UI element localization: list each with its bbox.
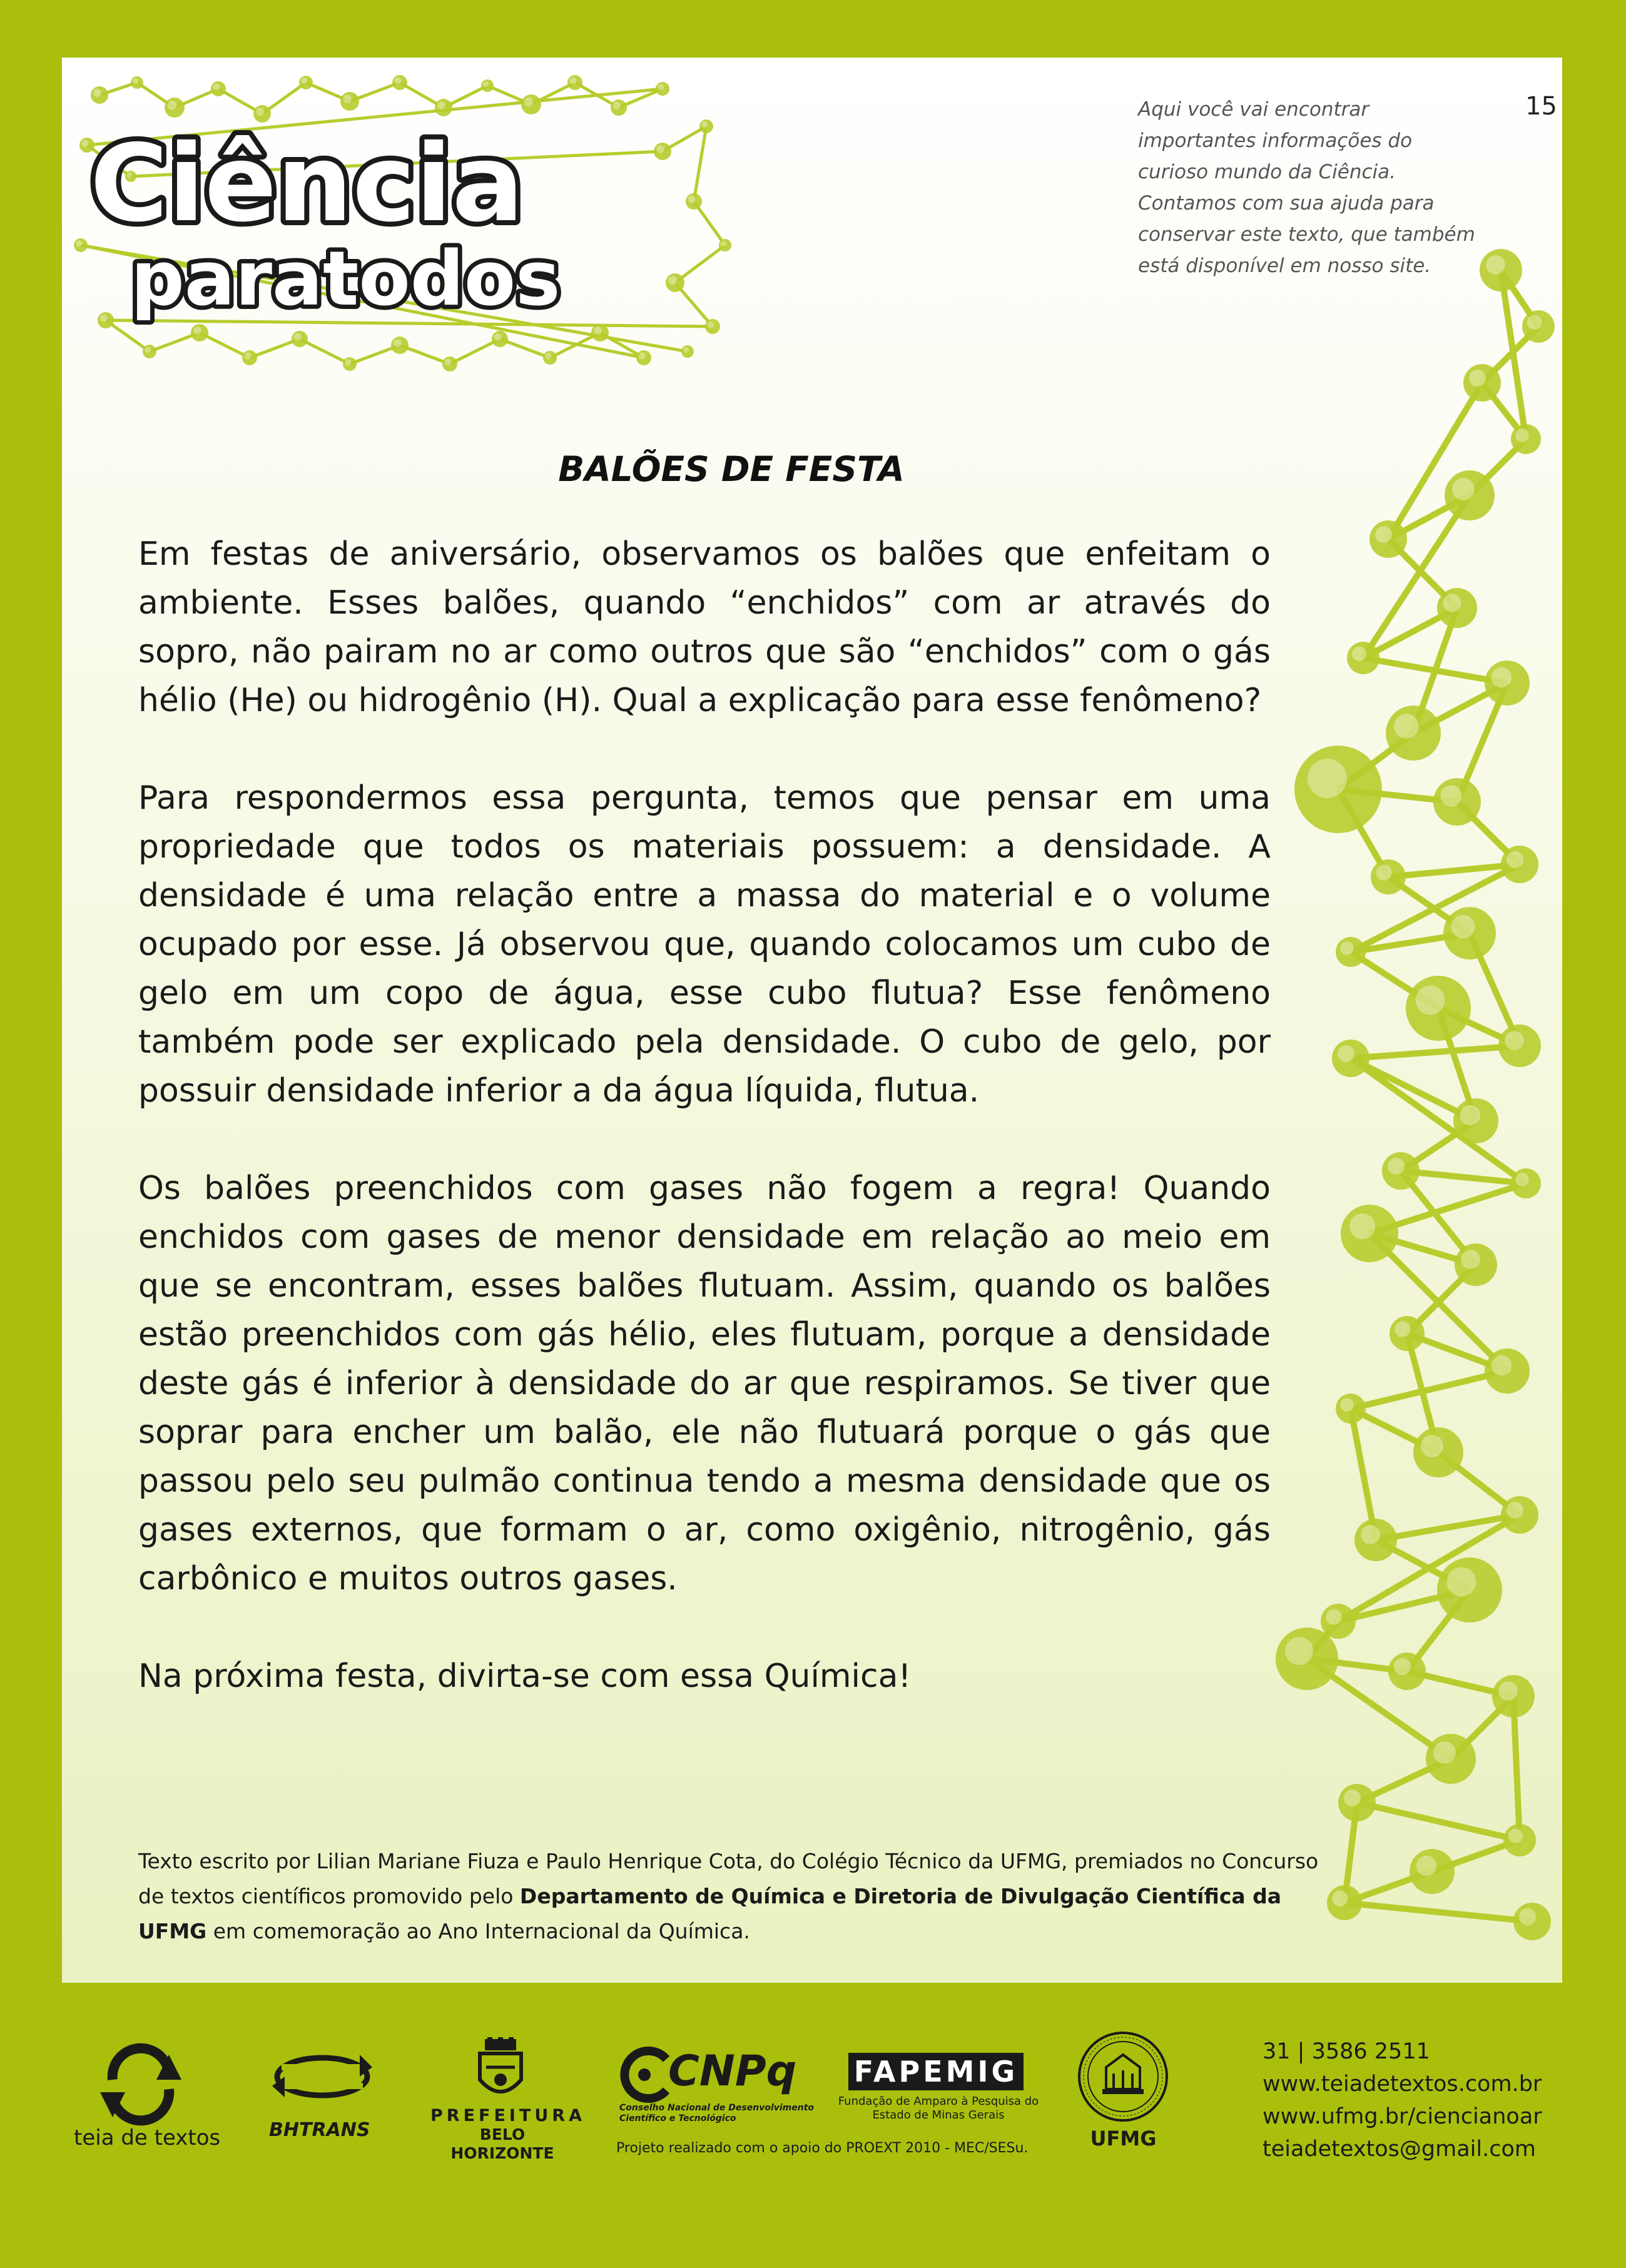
molecule-atom-highlight <box>1469 370 1486 387</box>
molecule-atom-highlight <box>1443 594 1461 612</box>
molecule-atom-highlight <box>688 196 696 203</box>
cnpq-subtitle-line-2: Científico e Tecnológico <box>619 2114 736 2124</box>
molecule-atom-highlight <box>1507 851 1523 868</box>
ufmg-label: UFMG <box>1090 2127 1157 2150</box>
molecule-atom-highlight <box>1332 1890 1348 1906</box>
molecule-atom-highlight <box>1416 1856 1436 1876</box>
molecule-atom-highlight <box>1486 255 1505 275</box>
molecule-atom-highlight <box>1394 714 1419 739</box>
molecule-atom-highlight <box>1491 1355 1512 1375</box>
molecule-atom-highlight <box>658 84 664 90</box>
molecule-atom-highlight <box>193 327 201 335</box>
article-body <box>138 530 1271 1701</box>
molecule-bond <box>1513 1696 1520 1840</box>
molecule-atom-highlight <box>545 353 551 359</box>
molecule-atom-highlight <box>1491 667 1512 687</box>
molecule-atom-highlight <box>213 84 220 91</box>
logo-word-paratodos: paratodos <box>131 236 561 323</box>
molecule-atom-highlight <box>1361 1525 1380 1544</box>
molecule-atom-highlight <box>437 101 445 109</box>
molecule-atom-highlight <box>394 339 402 347</box>
molecule-atom-highlight <box>100 315 108 322</box>
molecule-atom-highlight <box>669 276 678 285</box>
molecule-atom-highlight <box>1461 1250 1480 1269</box>
molecule-atom-highlight <box>145 347 151 353</box>
molecule-bond <box>1351 1058 1526 1183</box>
molecule-atom-highlight <box>1338 1045 1354 1062</box>
molecule-atom-highlight <box>1452 478 1475 500</box>
cnpq-logo-icon <box>616 2047 673 2103</box>
prefeitura-line-1: PREFEITURA <box>430 2106 586 2125</box>
molecule-bond <box>1351 1046 1520 1058</box>
molecule-atom-highlight <box>1508 1829 1523 1843</box>
molecule-atom-highlight <box>445 359 452 366</box>
ufmg-seal-icon <box>1076 2030 1170 2124</box>
teia-de-textos-logo-icon <box>94 2036 188 2130</box>
molecule-atom-highlight <box>301 78 307 84</box>
molecule-bond <box>450 339 500 364</box>
molecule-atom-highlight <box>1527 315 1542 330</box>
molecule-atom-highlight <box>1447 1567 1476 1597</box>
molecule-atom-highlight <box>245 353 252 360</box>
contact-email[interactable]: teiadetextos@gmail.com <box>1263 2137 1536 2162</box>
article-paragraph-3: Os balões preenchidos com gases não fogem a regra! Quando enchidos com gases de menor densidade em relação ao meio em que se encontram, esses balões flutuam. Assim, quando os balões estão preenchidos com gás hélio, eles flutuam, porque a densidade deste gás é inferior à densidade do ar que respiramos. Se tiver que soprar para encher um balão, ele não flutuará porque o gás que passou pelo seu pulmão continua tendo a mesma densidade que os gases externos, que formam o ar, como oxigênio, nitrogênio, gás carbônico e muitos outros gases. <box>138 1170 1271 1597</box>
molecule-atom-highlight <box>1395 1321 1410 1337</box>
molecule-atom-highlight <box>1498 1681 1518 1701</box>
molecule-atom-highlight <box>1451 915 1475 939</box>
credits-text-2: em comemoração ao Ano Internacional da Química. <box>206 1919 750 1943</box>
logo-word-ciencia: Ciência <box>90 122 524 246</box>
cnpq-subtitle-line-1: Conselho Nacional de Desenvolvimento <box>619 2103 815 2113</box>
molecule-atom-highlight <box>1460 1105 1480 1125</box>
molecule-atom-highlight <box>395 78 402 84</box>
fapemig-subtitle <box>813 2095 1064 2122</box>
molecule-atom-highlight <box>345 359 351 365</box>
molecule-atom-highlight <box>494 333 502 341</box>
molecule-atom-highlight <box>656 145 664 153</box>
molecule-atom-highlight <box>82 140 89 147</box>
molecule-atom-highlight <box>683 347 689 353</box>
molecule-atom-highlight <box>570 78 577 84</box>
contact-info <box>1263 2035 1600 2165</box>
molecule-atom-highlight <box>1326 1609 1341 1624</box>
project-note: Projeto realizado com o apoio do PROEXT 2010 - MEC/SESu. <box>616 2140 1029 2156</box>
molecule-atom-highlight <box>294 333 302 341</box>
bhtrans-label: BHTRANS <box>269 2119 370 2141</box>
teia-de-textos-label: teia de textos <box>74 2125 221 2150</box>
molecule-atom-highlight <box>1285 1637 1313 1665</box>
molecule-atom-highlight <box>708 321 714 328</box>
molecule-atom-highlight <box>1375 526 1392 543</box>
article-paragraph-2: Para respondermos essa pergunta, temos que pensar em uma propriedade que todos os materiais possuem: a densidade. A densidade é uma relação entre a massa do material e o volume ocupado por esse. Já observou que, quando colocamos um cubo de gelo em um copo de água, esse cubo flutua? Esse fenômeno também pode ser explicado pela densidade. O cubo de gelo, por possuir densidade inferior a da água líquida, flutua. <box>138 779 1271 1110</box>
prefeitura-label <box>430 2106 586 2163</box>
molecule-atom-highlight <box>1440 785 1461 806</box>
molecule-atom-highlight <box>1421 1435 1443 1457</box>
molecule-atom-highlight <box>701 121 708 128</box>
molecule-atom-highlight <box>1433 1741 1456 1764</box>
molecule-atom-highlight <box>76 240 82 246</box>
fapemig-subtitle-line-2: Estado de Minas Gerais <box>872 2109 1005 2122</box>
credits-institution: Departamento de Química e Diretoria de Divulgação Científica da UFMG <box>138 1884 1282 1943</box>
molecule-atom-highlight <box>1507 1502 1523 1519</box>
bhtrans-logo-icon <box>269 2042 375 2111</box>
molecule-atom-highlight <box>343 95 352 104</box>
molecule-atom-highlight <box>613 102 621 109</box>
molecule-atom-highlight <box>721 241 726 246</box>
molecule-bond <box>1357 1803 1520 1840</box>
prefeitura-line-2: BELO HORIZONTE <box>450 2125 554 2162</box>
molecule-atom-highlight <box>133 78 138 84</box>
molecule-atom-highlight <box>639 353 646 360</box>
molecule-bond <box>1363 495 1470 658</box>
author-credits <box>138 1844 1327 1949</box>
molecule-bond <box>694 126 706 201</box>
molecule-atom-highlight <box>1394 1658 1411 1675</box>
page-panel <box>62 58 1562 1983</box>
molecule-atom-highlight <box>1515 1173 1529 1187</box>
molecule-atom-highlight <box>1388 1158 1405 1175</box>
molecule-bond <box>1351 1371 1507 1409</box>
molecule-atom-highlight <box>1416 986 1445 1015</box>
contact-website-ufmg[interactable]: www.ufmg.br/ciencianoar <box>1263 2104 1542 2129</box>
intro-note: Aqui você vai encontrar importantes informações do curioso mundo da Ciência. Contamos com sua ajuda para conservar este texto, que também está disponível em nosso site. <box>1138 98 1475 277</box>
contact-phone: 31 | 3586 2511 <box>1263 2039 1430 2064</box>
molecule-atom-highlight <box>1352 647 1366 661</box>
molecule-atom-highlight <box>483 81 489 87</box>
fapemig-label: FAPEMIG <box>848 2053 1024 2090</box>
credits-text-1: Texto escrito por Lilian Mariane Fiuza e Paulo Henrique Cota, do Colégio Técnico da UFMG, premiados no Concurso de textos científicos promovido pelo <box>138 1849 1319 1908</box>
molecule-atom-highlight <box>256 108 264 116</box>
article-title: BALÕES DE FESTA <box>558 449 905 489</box>
molecule-atom-highlight <box>1344 1790 1361 1806</box>
fapemig-subtitle-line-1: Fundação de Amparo à Pesquisa do <box>838 2095 1039 2108</box>
molecule-atom-highlight <box>1308 759 1347 798</box>
molecule-atom-highlight <box>1515 428 1529 442</box>
molecule-atom-highlight <box>524 98 533 106</box>
article-paragraph-1: Em festas de aniversário, observamos os balões que enfeitam o ambiente. Esses balões, quando “enchidos” com ar através do sopro, não pairam no ar como outros que são “enchidos” com o gás hélio (He) ou hidrogênio (H). Qual a explicação para esse fenômeno? <box>138 535 1271 719</box>
molecule-atom-highlight <box>1505 1031 1524 1050</box>
molecule-bond <box>1344 1903 1532 1921</box>
molecule-atom-highlight <box>1376 864 1391 880</box>
molecule-atom-highlight <box>594 327 602 335</box>
molecule-atom-highlight <box>93 89 101 97</box>
ciencia-para-todos-logo <box>62 58 750 383</box>
molecule-atom-highlight <box>168 101 176 109</box>
molecule-atom-highlight <box>1340 941 1354 955</box>
page-number: 15 <box>1525 92 1557 121</box>
molecule-atom-highlight <box>1340 1398 1354 1412</box>
prefeitura-coat-of-arms-icon <box>472 2036 529 2105</box>
molecule-atom-highlight <box>1349 1213 1375 1239</box>
article-paragraph-4: Na próxima festa, divirta-se com essa Química! <box>138 1658 912 1695</box>
cnpq-label: CNPq <box>668 2047 797 2096</box>
contact-website-teia[interactable]: www.teiadetextos.com.br <box>1263 2072 1542 2097</box>
cnpq-subtitle <box>619 2103 814 2124</box>
molecule-bond <box>300 339 350 364</box>
molecule-atom-highlight <box>1519 1908 1536 1925</box>
